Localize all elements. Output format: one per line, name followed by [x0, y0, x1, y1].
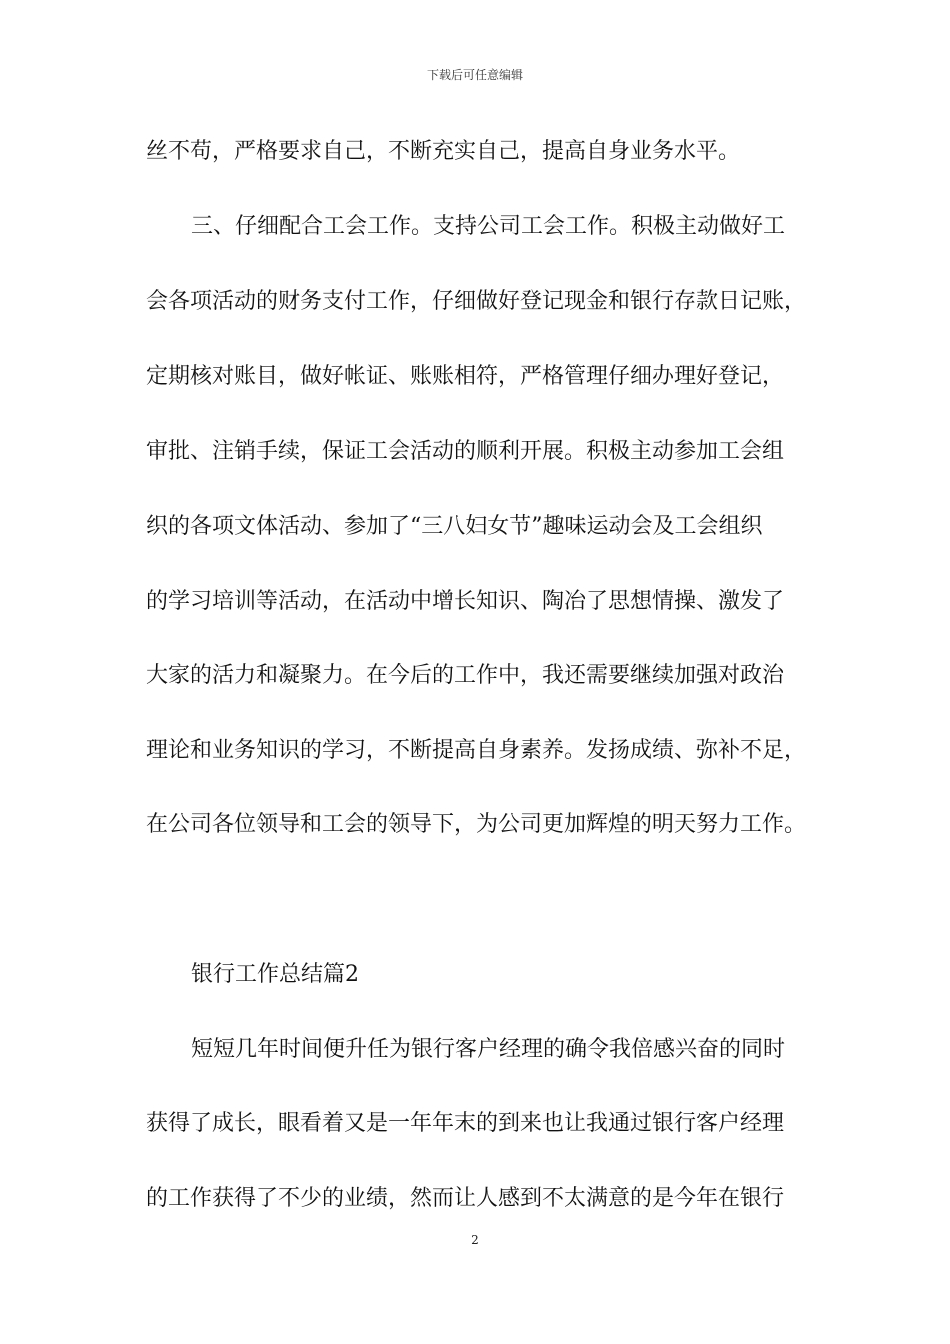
- page-number: 2: [471, 1233, 479, 1247]
- text-line: 审批、注销手续，保证工会活动的顺利开展。积极主动参加工会组: [146, 439, 785, 464]
- text-line: 获得了成长，眼看着又是一年年末的到来也让我通过银行客户经理: [146, 1111, 785, 1136]
- text-line: 短短几年时间便升任为银行客户经理的确令我倍感兴奋的同时: [191, 1037, 786, 1062]
- text-line: 大家的活力和凝聚力。在今后的工作中，我还需要继续加强对政治: [146, 663, 785, 688]
- text-line: 定期核对账目，做好帐证、账账相符，严格管理仔细办理好登记，: [146, 364, 785, 389]
- text-line: 理论和业务知识的学习，不断提高自身素养。发扬成绩、弥补不足，: [146, 738, 807, 763]
- text-line: 在公司各位领导和工会的领导下，为公司更加辉煌的明天努力工作。: [146, 812, 807, 837]
- text-line: 织的各项文体活动、参加了“三八妇女节”趣味运动会及工会组织: [146, 514, 763, 539]
- text-line: 的学习培训等活动，在活动中增长知识、陶冶了思想情操、激发了: [146, 589, 785, 614]
- section-heading: 银行工作总结篇2: [191, 962, 359, 987]
- header-note: 下载后可任意编辑: [426, 68, 523, 82]
- text-line: 丝不苟，严格要求自己，不断充实自己，提高自身业务水平。: [146, 139, 741, 164]
- text-line: 的工作获得了不少的业绩，然而让人感到不太满意的是今年在银行: [146, 1186, 785, 1211]
- text-line: 会各项活动的财务支付工作，仔细做好登记现金和银行存款日记账，: [146, 289, 807, 314]
- text-line: 三、仔细配合工会工作。支持公司工会工作。积极主动做好工: [191, 214, 786, 239]
